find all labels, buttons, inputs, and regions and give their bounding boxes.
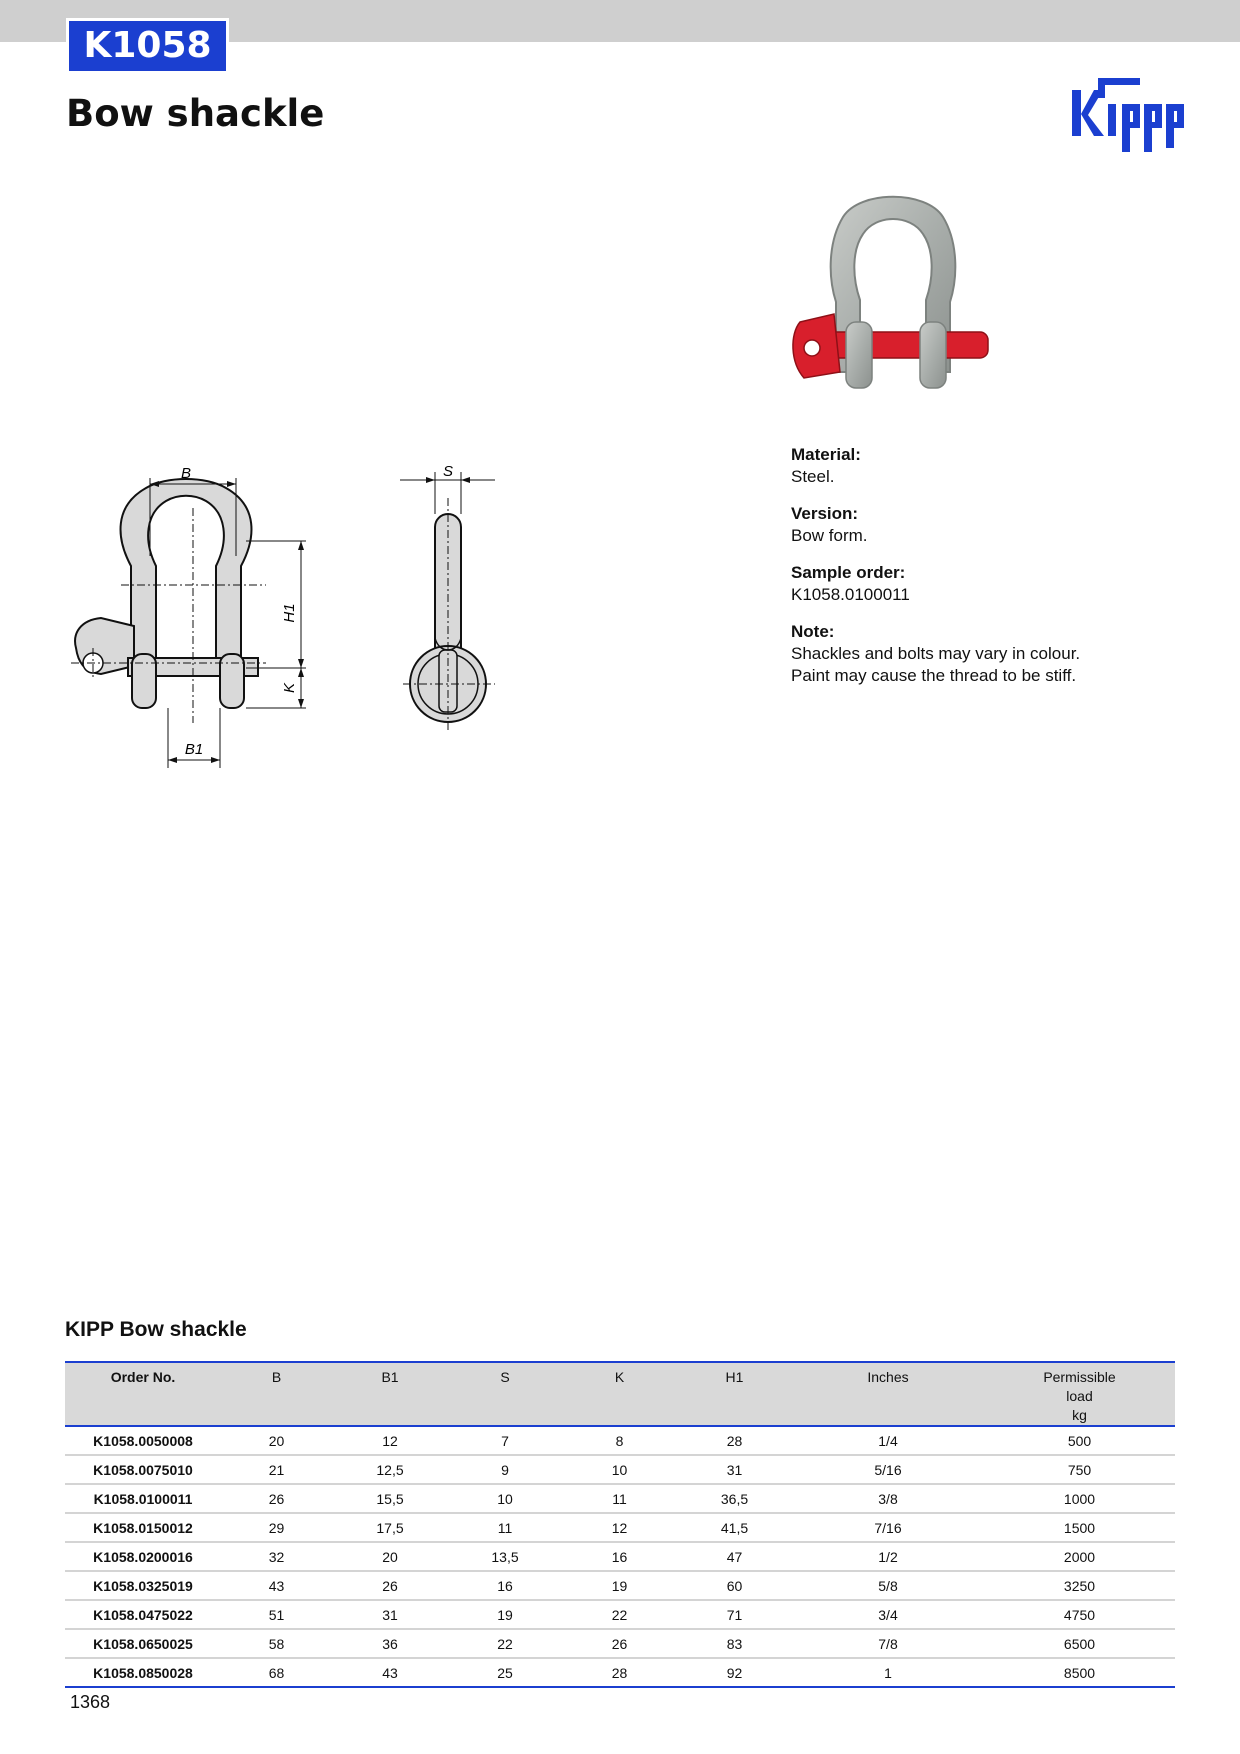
- table-row: [65, 1600, 1175, 1629]
- table-row: [65, 1426, 1175, 1455]
- column-header-b1: B1: [332, 1362, 448, 1426]
- front-view-drawing: [66, 458, 316, 768]
- dim-label-b: B: [180, 465, 192, 482]
- table-cell: 16: [562, 1542, 677, 1571]
- table-cell: 500: [984, 1426, 1175, 1455]
- dim-label-s: S: [442, 463, 454, 480]
- table-cell: K1058.0650025: [65, 1629, 221, 1658]
- table-header-row: [65, 1362, 1175, 1426]
- table-cell: 31: [332, 1600, 448, 1629]
- table-cell: 12,5: [332, 1455, 448, 1484]
- table-cell: K1058.0150012: [65, 1513, 221, 1542]
- column-header-b: B: [221, 1362, 332, 1426]
- table-cell: 3250: [984, 1571, 1175, 1600]
- table-cell: 26: [332, 1571, 448, 1600]
- table-cell: 1500: [984, 1513, 1175, 1542]
- table-cell: 11: [448, 1513, 562, 1542]
- spec-label: Note:: [791, 622, 835, 641]
- table-cell: 11: [562, 1484, 677, 1513]
- table-cell: 6500: [984, 1629, 1175, 1658]
- spec-value: Bow form.: [791, 526, 868, 545]
- table-cell: 68: [221, 1658, 332, 1687]
- spec-label: Sample order:: [791, 563, 906, 582]
- table-cell: 750: [984, 1455, 1175, 1484]
- table-cell: 1: [792, 1658, 984, 1687]
- table-row: [65, 1484, 1175, 1513]
- table-cell: 12: [332, 1426, 448, 1455]
- table-cell: 51: [221, 1600, 332, 1629]
- table-row: [65, 1629, 1175, 1658]
- column-header-h1: H1: [677, 1362, 792, 1426]
- table-cell: 8: [562, 1426, 677, 1455]
- table-cell: 13,5: [448, 1542, 562, 1571]
- table-cell: 1000: [984, 1484, 1175, 1513]
- dim-label-k: K: [281, 682, 298, 694]
- spec-version: [791, 503, 1211, 547]
- spec-note: [791, 621, 1211, 687]
- table-cell: 10: [448, 1484, 562, 1513]
- table-cell: 22: [562, 1600, 677, 1629]
- side-view-drawing: [395, 458, 505, 738]
- product-photo: [788, 182, 998, 412]
- table-cell: 19: [448, 1600, 562, 1629]
- table-cell: 9: [448, 1455, 562, 1484]
- table-cell: 28: [562, 1658, 677, 1687]
- table-body: [65, 1426, 1175, 1687]
- table-cell: 3/4: [792, 1600, 984, 1629]
- table-cell: 4750: [984, 1600, 1175, 1629]
- table-cell: K1058.0200016: [65, 1542, 221, 1571]
- table-cell: 60: [677, 1571, 792, 1600]
- spec-label: Material:: [791, 445, 861, 464]
- table-row: [65, 1542, 1175, 1571]
- spec-label: Version:: [791, 504, 859, 523]
- table-cell: 28: [677, 1426, 792, 1455]
- table-cell: K1058.0100011: [65, 1484, 221, 1513]
- dim-label-b1: B1: [184, 741, 204, 758]
- table-cell: 8500: [984, 1658, 1175, 1687]
- table-cell: 29: [221, 1513, 332, 1542]
- spec-value: Steel.: [791, 467, 835, 486]
- spec-value: Paint may cause the thread to be stiff.: [791, 666, 1077, 685]
- table-cell: 17,5: [332, 1513, 448, 1542]
- table-cell: 7: [448, 1426, 562, 1455]
- column-header-inches: Inches: [792, 1362, 984, 1426]
- table-cell: 92: [677, 1658, 792, 1687]
- table-cell: 36,5: [677, 1484, 792, 1513]
- dim-label-h1: H1: [281, 603, 298, 623]
- table-cell: 58: [221, 1629, 332, 1658]
- column-header-permissible-load: Permissible load kg: [984, 1362, 1175, 1426]
- table-cell: 15,5: [332, 1484, 448, 1513]
- table-row: [65, 1455, 1175, 1484]
- table-row: [65, 1571, 1175, 1600]
- table-cell: 16: [448, 1571, 562, 1600]
- table-cell: 7/16: [792, 1513, 984, 1542]
- table-cell: 32: [221, 1542, 332, 1571]
- table-cell: 12: [562, 1513, 677, 1542]
- table-cell: K1058.0475022: [65, 1600, 221, 1629]
- spec-sample-order: [791, 562, 1211, 606]
- page-title: Bow shackle: [66, 92, 325, 135]
- table-cell: K1058.0075010: [65, 1455, 221, 1484]
- column-header-order-no: Order No.: [65, 1362, 221, 1426]
- spec-value: K1058.0100011: [791, 585, 910, 604]
- table-cell: 47: [677, 1542, 792, 1571]
- table-cell: 5/16: [792, 1455, 984, 1484]
- table-cell: 26: [221, 1484, 332, 1513]
- table-cell: 20: [221, 1426, 332, 1455]
- product-table: [65, 1361, 1175, 1688]
- table-cell: 21: [221, 1455, 332, 1484]
- table-title: KIPP Bow shackle: [65, 1318, 247, 1341]
- table-cell: 31: [677, 1455, 792, 1484]
- table-cell: 26: [562, 1629, 677, 1658]
- page-number: 1368: [70, 1692, 111, 1712]
- table-cell: 41,5: [677, 1513, 792, 1542]
- table-cell: 19: [562, 1571, 677, 1600]
- table-cell: 3/8: [792, 1484, 984, 1513]
- table-row: [65, 1658, 1175, 1687]
- product-code-badge: K1058: [66, 18, 229, 74]
- table-cell: 43: [221, 1571, 332, 1600]
- kipp-logo: [1072, 74, 1186, 160]
- specifications: [791, 444, 1211, 702]
- table-cell: 1/2: [792, 1542, 984, 1571]
- table-cell: 7/8: [792, 1629, 984, 1658]
- table-cell: 2000: [984, 1542, 1175, 1571]
- column-header-k: K: [562, 1362, 677, 1426]
- table-cell: 83: [677, 1629, 792, 1658]
- table-cell: 5/8: [792, 1571, 984, 1600]
- table-cell: 71: [677, 1600, 792, 1629]
- table-row: [65, 1513, 1175, 1542]
- spec-value: Shackles and bolts may vary in colour.: [791, 644, 1081, 663]
- table-cell: K1058.0325019: [65, 1571, 221, 1600]
- table-cell: 22: [448, 1629, 562, 1658]
- table-cell: 25: [448, 1658, 562, 1687]
- table-cell: 20: [332, 1542, 448, 1571]
- table-cell: 36: [332, 1629, 448, 1658]
- table-cell: 1/4: [792, 1426, 984, 1455]
- spec-material: [791, 444, 1211, 488]
- table-cell: 10: [562, 1455, 677, 1484]
- table-cell: K1058.0050008: [65, 1426, 221, 1455]
- column-header-s: S: [448, 1362, 562, 1426]
- table-cell: K1058.0850028: [65, 1658, 221, 1687]
- table-cell: 43: [332, 1658, 448, 1687]
